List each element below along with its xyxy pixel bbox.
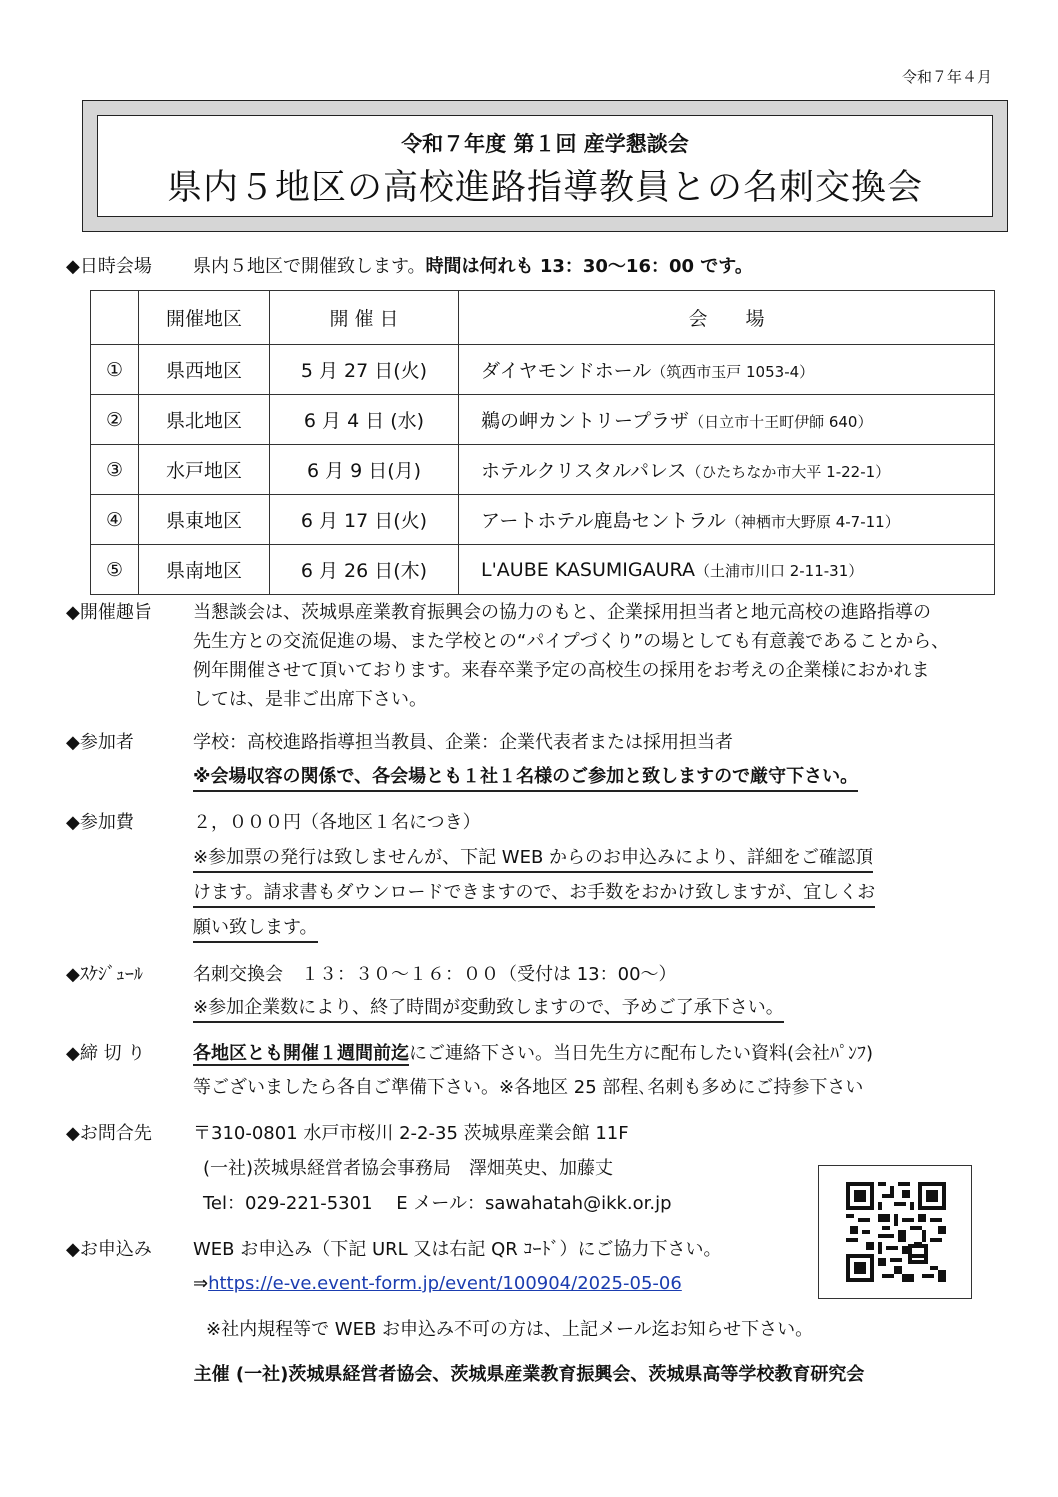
apply-label: ◆お申込み bbox=[66, 1239, 152, 1260]
row-area: 水戸地区 bbox=[139, 445, 270, 495]
venue-address: （日立市十王町伊師 640） bbox=[689, 413, 873, 431]
apply-url-line bbox=[193, 1271, 682, 1297]
venue-name: 鵜の岬カントリープラザ bbox=[481, 410, 690, 432]
row-no: ⑤ bbox=[91, 545, 139, 595]
deadline-line bbox=[193, 1041, 873, 1067]
row-area: 県南地区 bbox=[139, 545, 270, 595]
title-box-inner bbox=[97, 115, 993, 217]
venue-address: （神栖市大野原 4-7-11） bbox=[725, 513, 900, 531]
fee-note-line: ※参加票の発行は致しませんが、下記 WEB からのお申込みにより、詳細をご確認頂 bbox=[193, 845, 873, 873]
table-row bbox=[91, 445, 995, 495]
datetime-text bbox=[193, 254, 753, 280]
venue-name: L'AUBE KASUMIGAURA bbox=[481, 558, 695, 581]
event-title: 県内５地区の高校進路指導教員との名刺交換会 bbox=[166, 168, 923, 208]
purpose-label: ◆開催趣旨 bbox=[66, 602, 152, 623]
venue-name: ホテルクリスタルパレス bbox=[481, 460, 687, 482]
venue-address: （ひたちなか市大平 1-22-1） bbox=[686, 463, 891, 481]
purpose-line: 先生方との交流促進の場、また学校との“パイプづくり”の場としても有意義であることから、 bbox=[193, 631, 950, 652]
apply-line: WEB お申込み（下記 URL 又は右記 QR ｺｰﾄﾞ）にご協力下さい。 bbox=[193, 1239, 722, 1260]
contact-address: 〒310-0801 水戸市桜川 2-2-35 茨城県産業会館 11F bbox=[193, 1123, 629, 1144]
qr-code[interactable] bbox=[818, 1165, 972, 1299]
purpose-line: 例年開催させて頂いております。来春卒業予定の高校生の採用をお考えの企業様におかれま bbox=[193, 660, 930, 681]
contact-office: (一社)茨城県経営者協会事務局 澤畑英史、加藤丈 bbox=[203, 1158, 614, 1179]
title-box bbox=[82, 100, 1008, 232]
arrow-icon: ⇒ bbox=[193, 1273, 209, 1294]
contact-tel-email: Tel：029-221-5301 E メール：sawahatah@ikk.or.jp bbox=[203, 1193, 672, 1214]
deadline-line2: 等ございましたら各自ご準備下さい。※各地区 25 部程､名刺も多めにご持参下さい bbox=[193, 1077, 864, 1098]
table-row bbox=[91, 395, 995, 445]
participants-note: ※会場収容の関係で、各会場とも１社１名様のご参加と致しますので厳守下さい。 bbox=[193, 764, 858, 792]
row-date: 6 月 26 日(木) bbox=[270, 545, 459, 595]
deadline-bold: 各地区とも開催１週間前迄 bbox=[193, 1043, 409, 1064]
datetime-label: ◆日時会場 bbox=[66, 256, 152, 277]
venue-name: アートホテル鹿島セントラル bbox=[481, 510, 726, 532]
schedule-table bbox=[90, 290, 995, 595]
table-row bbox=[91, 545, 995, 595]
header-area: 開催地区 bbox=[139, 291, 270, 345]
table-header-row bbox=[91, 291, 995, 345]
fee-label: ◆参加費 bbox=[66, 812, 134, 833]
row-venue bbox=[459, 345, 995, 395]
schedule-label: ◆ｽｹｼﾞｭｰﾙ bbox=[66, 964, 143, 985]
organizer: 主催 (一社)茨城県経営者協会、茨城県産業教育振興会、茨城県高等学校教育研究会 bbox=[193, 1364, 865, 1385]
venue-address: （土浦市川口 2-11-31） bbox=[694, 561, 864, 580]
qr-code-icon bbox=[846, 1182, 946, 1282]
datetime-bold: 時間は何れも 13：30～16：00 です。 bbox=[425, 256, 753, 277]
fee-note-line: 願い致します。 bbox=[193, 915, 318, 943]
row-date: 6 月 9 日(月) bbox=[270, 445, 459, 495]
table-row bbox=[91, 495, 995, 545]
row-venue bbox=[459, 445, 995, 495]
row-no: ④ bbox=[91, 495, 139, 545]
row-date: 6 月 17 日(火) bbox=[270, 495, 459, 545]
deadline-rest: にご連絡下さい。当日先生方に配布したい資料(会社ﾊﾟﾝﾌ) bbox=[409, 1043, 874, 1064]
header-date: 開 催 日 bbox=[270, 291, 459, 345]
row-area: 県東地区 bbox=[139, 495, 270, 545]
row-date: 6 月 4 日 (水) bbox=[270, 395, 459, 445]
fee-amount: ２，０００円（各地区１名につき） bbox=[193, 812, 481, 833]
issue-date: 令和７年４月 bbox=[901, 68, 992, 86]
participants-line: 学校：高校進路指導担当教員、企業：企業代表者または採用担当者 bbox=[193, 732, 733, 753]
fee-note-line: けます。請求書もダウンロードできますので、お手数をおかけ致しますが、宜しくお bbox=[193, 880, 875, 908]
schedule-note: ※参加企業数により、終了時間が変動致しますので、予めご了承下さい。 bbox=[193, 995, 784, 1023]
deadline-label: ◆締 切 り bbox=[66, 1043, 146, 1064]
row-area: 県西地区 bbox=[139, 345, 270, 395]
venue-address: （筑西市玉戸 1053-4） bbox=[651, 363, 815, 381]
participants-label: ◆参加者 bbox=[66, 732, 134, 753]
venue-name: ダイヤモンドホール bbox=[481, 360, 652, 382]
purpose-line: 当懇談会は、茨城県産業教育振興会の協力のもと、企業採用担当者と地元高校の進路指導の bbox=[193, 602, 931, 623]
schedule-line: 名刺交換会 １３：３０～１６：００（受付は 13：00～） bbox=[193, 964, 677, 985]
row-venue bbox=[459, 395, 995, 445]
event-subtitle: 令和７年度 第１回 産学懇談会 bbox=[401, 132, 689, 156]
row-no: ① bbox=[91, 345, 139, 395]
apply-note: ※社内規程等で WEB お申込み不可の方は、上記メール迄お知らせ下さい。 bbox=[206, 1319, 814, 1340]
purpose-line: しては、是非ご出席下さい。 bbox=[193, 689, 427, 710]
row-area: 県北地区 bbox=[139, 395, 270, 445]
row-venue bbox=[459, 495, 995, 545]
datetime-plain: 県内５地区で開催致します。 bbox=[193, 256, 426, 277]
row-no: ③ bbox=[91, 445, 139, 495]
header-venue: 会 場 bbox=[459, 291, 995, 345]
contact-label: ◆お問合先 bbox=[66, 1123, 152, 1144]
header-no bbox=[91, 291, 139, 345]
row-no: ② bbox=[91, 395, 139, 445]
apply-url-link[interactable]: https://e-ve.event-form.jp/event/100904/2025-05-06 bbox=[208, 1273, 682, 1294]
table-row bbox=[91, 345, 995, 395]
row-venue bbox=[459, 545, 995, 595]
row-date: 5 月 27 日(火) bbox=[270, 345, 459, 395]
